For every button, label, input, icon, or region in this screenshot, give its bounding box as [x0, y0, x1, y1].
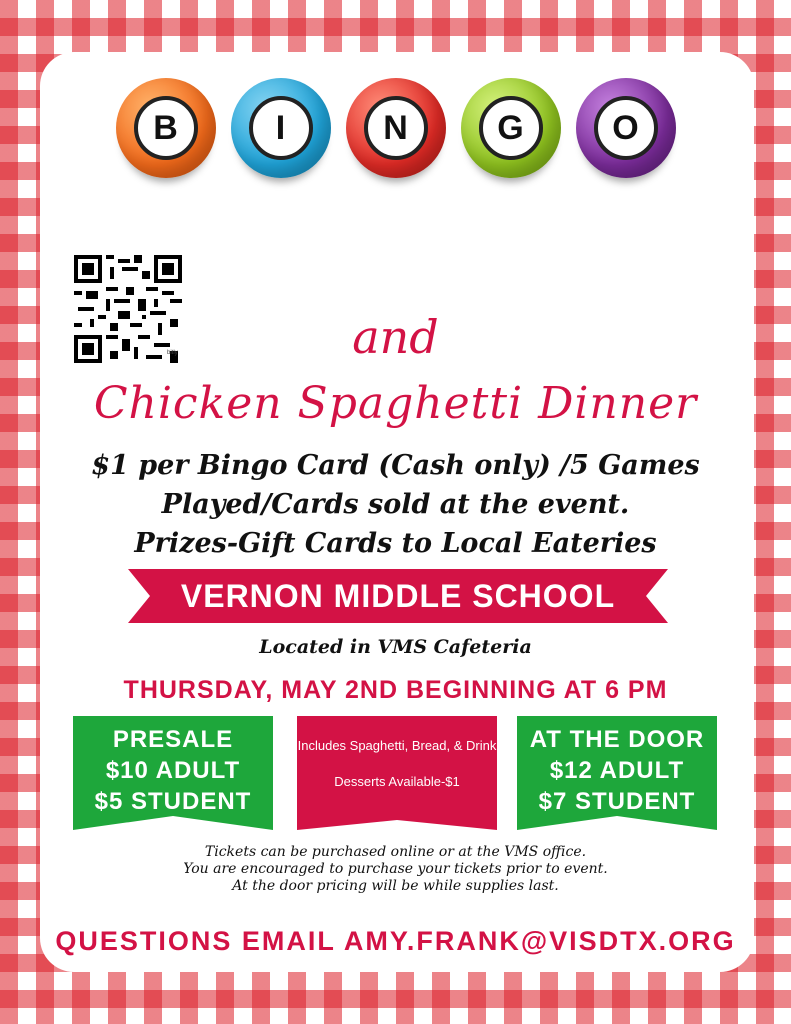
info-line-2: Played/Cards sold at the event.: [161, 489, 630, 520]
school-banner: [128, 569, 668, 623]
ball-letter-g: G: [479, 96, 543, 160]
event-date: THURSDAY, MAY 2ND BEGINNING AT 6 PM: [123, 676, 668, 704]
bingo-ball-b: [116, 78, 216, 178]
door-title: AT THE DOOR: [529, 726, 705, 753]
qr-brand-label: bitly: [167, 350, 178, 356]
info-line-3: Prizes-Gift Cards to Local Eateries: [134, 528, 657, 559]
bingo-balls: [0, 78, 791, 178]
bingo-ball-g: [461, 78, 561, 178]
info-line-1: $1 per Bingo Card (Cash only) /5 Games: [91, 450, 700, 481]
includes-box: [297, 716, 497, 830]
ball-letter-n: N: [364, 96, 428, 160]
presale-box: [73, 716, 273, 830]
fine-print-2: You are encouraged to purchase your tickets prior to event.: [183, 861, 608, 877]
ball-letter-o: O: [594, 96, 658, 160]
presale-adult-price: $10 ADULT: [105, 757, 241, 784]
headline-and: and: [352, 310, 439, 364]
presale-student-price: $5 STUDENT: [94, 788, 252, 815]
school-name: VERNON MIDDLE SCHOOL: [180, 577, 616, 614]
bingo-ball-o: [576, 78, 676, 178]
fine-print-3: At the door pricing will be while supplies last.: [232, 878, 559, 894]
ball-letter-i: I: [249, 96, 313, 160]
presale-title: PRESALE: [112, 726, 234, 753]
includes-text: Includes Spaghetti, Bread, & Drink: [297, 738, 497, 753]
questions-email-link[interactable]: QUESTIONS EMAIL AMY.FRANK@VISDTX.ORG: [55, 926, 736, 956]
location-text: Located in VMS Cafeteria: [259, 636, 532, 658]
door-box: [517, 716, 717, 830]
desserts-text: Desserts Available-$1: [334, 774, 460, 789]
door-adult-price: $12 ADULT: [549, 757, 685, 784]
headline-dinner: Chicken Spaghetti Dinner: [93, 378, 698, 429]
ball-letter-b: B: [134, 96, 198, 160]
bingo-ball-i: [231, 78, 331, 178]
fine-print-1: Tickets can be purchased online or at the VMS office.: [204, 844, 587, 860]
bingo-ball-n: [346, 78, 446, 178]
door-student-price: $7 STUDENT: [538, 788, 696, 815]
